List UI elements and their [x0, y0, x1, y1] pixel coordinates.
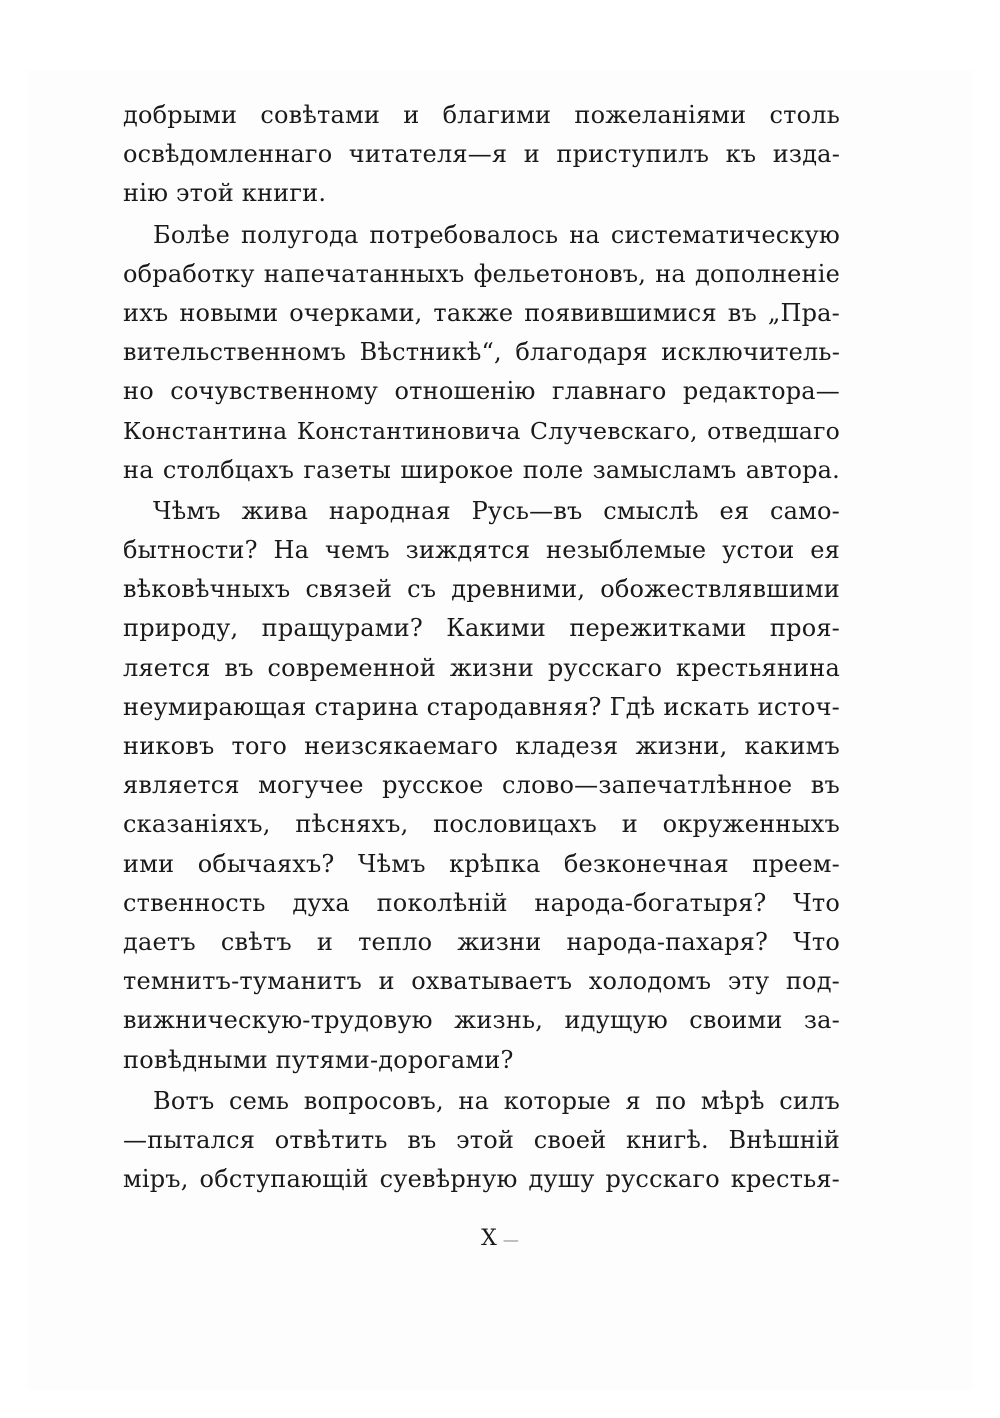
- page-number: [0, 1226, 1000, 1253]
- text-line: ихъ новыми очерками, также появившимися въ „Пра-: [123, 298, 840, 327]
- text-line: ляется въ современной жизни русскаго крестьянина: [123, 653, 840, 682]
- text-line: вительственномъ Вѣстникѣ“, благодаря исключитель-: [123, 338, 840, 367]
- text-line: ственность духа поколѣній народа-богатыря? Что: [123, 888, 840, 917]
- text-line: никовъ того неизсякаемаго кладезя жизни, какимъ: [123, 732, 840, 760]
- text-line: освѣдомленнаго читателя—я и приступилъ къ изда-: [123, 140, 840, 169]
- text-line: —пытался отвѣтить въ этой своей книгѣ. Внѣшній: [123, 1125, 840, 1154]
- page-number-dash: —: [502, 1230, 519, 1249]
- text-line: на столбцахъ газеты широкое поле замысламъ автора.: [123, 455, 840, 484]
- text-line: вѣковѣчныхъ связей съ древними, обожествлявшими: [123, 575, 840, 604]
- text-line: Константина Константиновича Случевскаго, отведшаго: [123, 416, 840, 445]
- text-line: даетъ свѣтъ и тепло жизни народа-пахаря? Что: [123, 927, 840, 956]
- text-line: нію этой книги.: [123, 179, 327, 208]
- text-line: темнитъ-туманитъ и охватываетъ холодомъ эту под-: [123, 967, 840, 996]
- text-line: Вотъ семь вопросовъ, на которые я по мѣрѣ силъ: [153, 1086, 840, 1115]
- text-line: неумирающая старина стародавняя? Гдѣ искать источ-: [123, 692, 840, 721]
- text-line: является могучее русское слово—запечатлѣнное въ: [123, 771, 840, 800]
- text-line: міръ, обступающій суевѣрную душу русскаго крестья-: [123, 1165, 840, 1194]
- page-number-label: X: [481, 1226, 497, 1251]
- text-line: бытности? На чемъ зиждятся незыблемые устои ея: [123, 536, 840, 565]
- text-line: добрыми совѣтами и благими пожеланіями столь: [123, 101, 840, 129]
- text-line: природу, пращурами? Какими пережитками проя-: [123, 614, 840, 643]
- text-line: ими обычаяхъ? Чѣмъ крѣпка безконечная преем-: [123, 849, 840, 878]
- text-line: но сочувственному отношенію главнаго редактора—: [123, 377, 840, 406]
- document-body: [123, 96, 840, 1199]
- text-line: обработку напечатанныхъ фельетоновъ, на дополненіе: [123, 259, 840, 288]
- text-line: Болѣе полугода потребовалось на систематическую: [153, 220, 840, 249]
- text-line: повѣдными путями-дорогами?: [123, 1045, 514, 1074]
- text-line: Чѣмъ жива народная Русь—въ смыслѣ ея само-: [153, 496, 840, 525]
- text-line: вижническую-трудовую жизнь, идущую своими за-: [123, 1006, 840, 1035]
- text-line: сказаніяхъ, пѣсняхъ, пословицахъ и окруженныхъ: [123, 810, 840, 839]
